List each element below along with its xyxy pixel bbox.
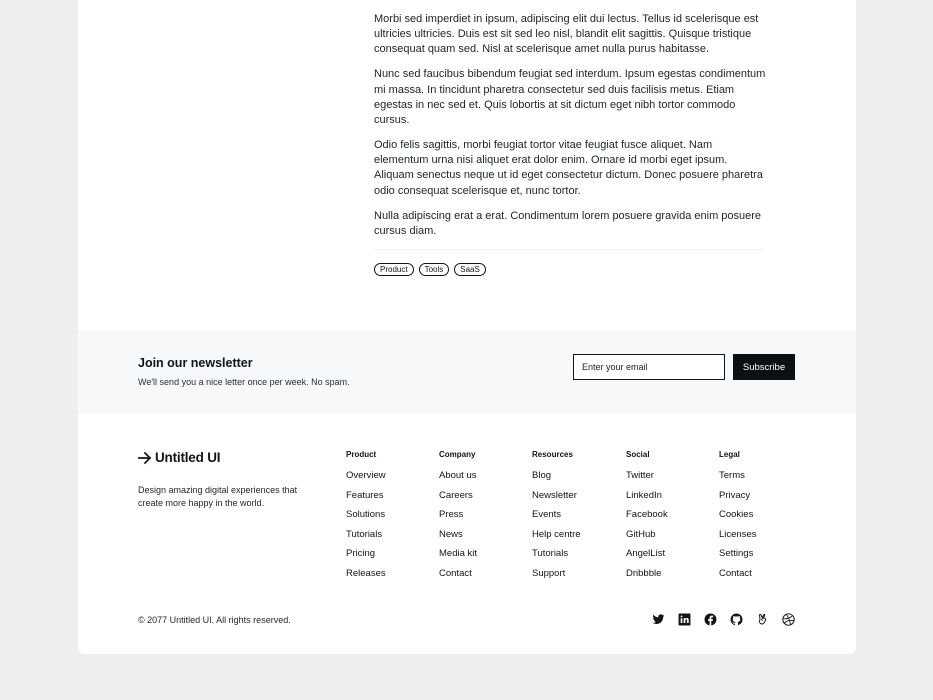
github-icon[interactable] xyxy=(730,613,743,626)
facebook-icon[interactable] xyxy=(704,613,717,626)
footer-link-press[interactable]: Press xyxy=(439,509,464,521)
footer-column-resources xyxy=(532,450,581,588)
copyright-text: © 2077 Untitled UI. All rights reserved. xyxy=(138,615,291,625)
footer-link-support[interactable]: Support xyxy=(532,567,566,579)
article-paragraph-3: Odio felis sagittis, morbi feugiat tortor vitae feugiat fusce aliquet. Nam elementum urna nisi aliquet erat dolor enim. Ornare id morbi eget ipsum. Aliquam senectus neque ut id eget consectetur dictum. Donec posuere pharetra odio consequat scelerisque et, nunc tortor. xyxy=(374,139,763,197)
footer-column-title: Legal xyxy=(719,450,740,459)
linkedin-icon[interactable] xyxy=(678,613,691,626)
footer-column-social xyxy=(626,450,668,588)
footer-column-company xyxy=(439,450,477,588)
tag-product[interactable]: Product xyxy=(374,263,414,276)
footer-link-dribbble[interactable]: Dribbble xyxy=(626,567,662,579)
footer-column-product xyxy=(346,450,386,588)
dribbble-icon[interactable] xyxy=(782,613,795,626)
article-paragraph-1: Morbi sed imperdiet in ipsum, adipiscing elit dui lectus. Tellus id scelerisque est ultricies ultricies. Duis est sit sed leo nisl, blandit elit sagittis. Quisque tristique consequat quam sed. Nisl at scelerisque amet nulla purus habitasse. xyxy=(374,13,759,56)
footer-link-twitter[interactable]: Twitter xyxy=(626,470,654,481)
footer-link-cookies[interactable]: Cookies xyxy=(719,509,754,521)
footer-link-about-us[interactable]: About us xyxy=(439,470,477,481)
angellist-icon[interactable] xyxy=(756,613,769,626)
footer-link-solutions[interactable]: Solutions xyxy=(346,509,386,521)
brand-name: Untitled UI xyxy=(155,450,221,465)
footer-link-releases[interactable]: Releases xyxy=(346,567,386,579)
footer-link-media-kit[interactable]: Media kit xyxy=(439,548,478,560)
article-body xyxy=(374,12,766,249)
footer-column-title: Product xyxy=(346,450,377,459)
footer-column-title: Social xyxy=(626,450,650,459)
footer-link-newsletter[interactable]: Newsletter xyxy=(532,489,577,501)
footer-link-news[interactable]: News xyxy=(439,528,463,540)
footer-link-licenses[interactable]: Licenses xyxy=(719,528,757,540)
newsletter-subtitle: We'll send you a nice letter once per week. No spam. xyxy=(138,377,350,387)
article-paragraph-2: Nunc sed faucibus bibendum feugiat sed interdum. Ipsum egestas condimentum mi massa. In tincidunt pharetra consectetur sed duis facilisis metus. Etiam egestas in nec sed et. Quis lobortis at sit dictum eget nibh tortor commodo cursus. xyxy=(374,68,766,127)
newsletter-title: Join our newsletter xyxy=(138,356,253,370)
footer-link-github[interactable]: GitHub xyxy=(626,528,656,540)
footer-link-tutorials[interactable]: Tutorials xyxy=(532,548,569,560)
content-card xyxy=(78,0,856,654)
footer-link-help-centre[interactable]: Help centre xyxy=(532,528,581,540)
footer-link-settings[interactable]: Settings xyxy=(719,548,754,560)
newsletter-section xyxy=(78,330,856,414)
social-links xyxy=(652,613,795,626)
footer-tagline: Design amazing digital experiences that create more happy in the world. xyxy=(138,485,298,508)
footer-link-pricing[interactable]: Pricing xyxy=(346,548,376,560)
footer-link-linkedin[interactable]: LinkedIn xyxy=(626,489,662,501)
footer-link-blog[interactable]: Blog xyxy=(532,470,552,481)
email-input[interactable] xyxy=(573,354,725,380)
footer-link-terms[interactable]: Terms xyxy=(719,470,745,481)
footer-column-title: Resources xyxy=(532,450,573,459)
footer-link-features[interactable]: Features xyxy=(346,489,384,501)
footer-column-title: Company xyxy=(439,450,476,459)
subscribe-button[interactable]: Subscribe xyxy=(733,354,795,380)
footer-link-privacy[interactable]: Privacy xyxy=(719,489,751,501)
tag-tools[interactable]: Tools xyxy=(419,263,450,276)
footer-link-events[interactable]: Events xyxy=(532,509,562,521)
footer-link-careers[interactable]: Careers xyxy=(439,489,473,501)
tag-list xyxy=(374,263,486,276)
article-divider xyxy=(374,249,764,250)
tag-saas[interactable]: SaaS xyxy=(454,263,486,276)
twitter-icon[interactable] xyxy=(652,613,665,626)
footer-link-angellist[interactable]: AngelList xyxy=(626,548,666,560)
article-paragraph-4: Nulla adipiscing erat a erat. Condimentum lorem posuere gravida enim posuere cursus diam. xyxy=(374,209,762,237)
footer-link-facebook[interactable]: Facebook xyxy=(626,509,668,521)
footer-column-legal xyxy=(719,450,757,588)
arrow-right-icon xyxy=(138,451,152,465)
footer-link-tutorials[interactable]: Tutorials xyxy=(346,528,383,540)
footer-link-contact[interactable]: Contact xyxy=(439,567,472,579)
footer-link-contact-legal[interactable]: Contact xyxy=(719,567,752,579)
footer-link-overview[interactable]: Overview xyxy=(346,470,386,481)
footer-brand[interactable] xyxy=(138,450,220,465)
